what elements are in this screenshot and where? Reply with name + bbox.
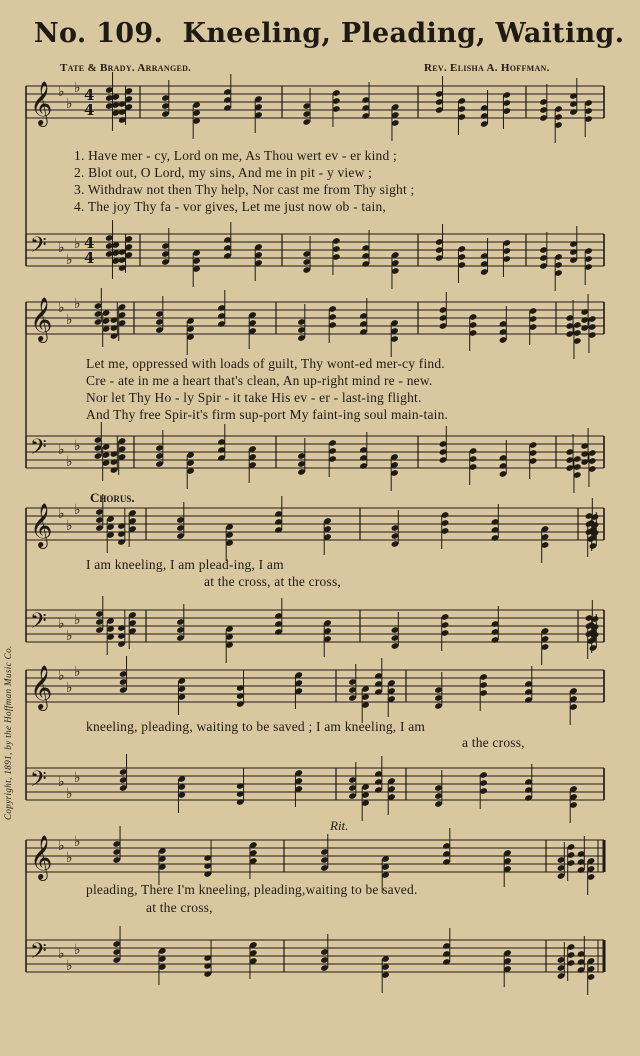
time-signature: 4 xyxy=(84,249,95,267)
flat-sign: ♭ xyxy=(66,312,73,328)
flat-sign: ♭ xyxy=(58,946,65,962)
flat-sign: ♭ xyxy=(66,252,73,268)
chorus-line-1: I am kneeling, I am plead-ing, I am xyxy=(86,557,284,572)
flat-sign: ♭ xyxy=(58,442,65,458)
flat-sign: ♭ xyxy=(66,786,73,802)
flat-sign: ♭ xyxy=(66,958,73,974)
flat-sign: ♭ xyxy=(74,236,81,252)
flat-sign: ♭ xyxy=(66,628,73,644)
verse-2-line-1: 2. Blot out, O Lord, my sins, And me in pit - y view ; xyxy=(74,165,373,180)
flat-sign: ♭ xyxy=(58,84,65,100)
flat-sign: ♭ xyxy=(66,680,73,696)
flat-sign: ♭ xyxy=(74,502,81,518)
flat-sign: ♭ xyxy=(66,850,73,866)
chorus-line-3-bass: at the cross, xyxy=(146,900,213,915)
flat-sign: ♭ xyxy=(66,96,73,112)
verse-3-line-2: Nor let Thy Ho - ly Spir - it take His ev - er - last-ing flight. xyxy=(86,390,422,405)
time-signature: 4 xyxy=(84,101,95,119)
bass-clef: 𝄢 xyxy=(30,767,47,797)
flat-sign: ♭ xyxy=(74,438,81,454)
flat-sign: ♭ xyxy=(74,80,81,96)
verse-3-line-1: 3. Withdraw not then Thy help, Nor cast me from Thy sight ; xyxy=(74,182,415,197)
flat-sign: ♭ xyxy=(74,664,81,680)
flat-sign: ♭ xyxy=(58,506,65,522)
treble-clef: 𝄞 xyxy=(30,503,53,547)
verse-2-line-2: Cre - ate in me a heart that's clean, An up-right mind re - new. xyxy=(86,373,433,388)
chorus-line-1-bass: at the cross, at the cross, xyxy=(204,574,341,589)
flat-sign: ♭ xyxy=(66,454,73,470)
treble-clef: 𝄞 xyxy=(30,297,53,341)
verse-4-line-2: And Thy free Spir-it's firm sup-port My faint-ing soul main-tain. xyxy=(86,407,449,422)
hymn-name: Kneeling, Pleading, Waiting. xyxy=(182,18,625,49)
time-signature: 4 xyxy=(84,86,95,104)
flat-sign: ♭ xyxy=(58,300,65,316)
treble-clef: 𝄞 xyxy=(30,665,53,709)
bass-clef: 𝄢 xyxy=(30,939,47,969)
verse-1-line-2: Let me, oppressed with loads of guilt, Thy wont-ed mer-cy find. xyxy=(86,356,445,371)
composer-credit: Tate & Brady. Arranged. xyxy=(60,62,192,74)
treble-clef: 𝄞 xyxy=(30,835,53,879)
verse-1-line-1: 1. Have mer - cy, Lord on me, As Thou wert ev - er kind ; xyxy=(74,148,397,163)
flat-sign: ♭ xyxy=(74,834,81,850)
chorus-label: Chorus. xyxy=(90,490,135,505)
flat-sign: ♭ xyxy=(58,240,65,256)
chorus-line-2: kneeling, pleading, waiting to be saved ; I am kneeling, I am xyxy=(86,719,426,734)
flat-sign: ♭ xyxy=(74,770,81,786)
verse-4-line-1: 4. The joy Thy fa - vor gives, Let me just now ob - tain, xyxy=(74,199,386,214)
copyright-notice: Copyright, 1891, by the Hoffman Music Co. xyxy=(3,645,13,820)
ritardando-mark: Rit. xyxy=(330,818,349,833)
flat-sign: ♭ xyxy=(58,838,65,854)
author-credit: Rev. Elisha A. Hoffman. xyxy=(424,62,550,74)
flat-sign: ♭ xyxy=(58,774,65,790)
chorus-line-3: pleading, There I'm kneeling, pleading,waiting to be saved. xyxy=(86,882,418,897)
bass-clef: 𝄢 xyxy=(30,233,47,263)
flat-sign: ♭ xyxy=(74,612,81,628)
hymn-number: No. 109. xyxy=(34,18,164,49)
flat-sign: ♭ xyxy=(66,518,73,534)
bass-clef: 𝄢 xyxy=(30,435,47,465)
flat-sign: ♭ xyxy=(74,942,81,958)
time-signature: 4 xyxy=(84,234,95,252)
chorus-line-2-bass: a the cross, xyxy=(462,735,525,750)
flat-sign: ♭ xyxy=(74,296,81,312)
flat-sign: ♭ xyxy=(58,616,65,632)
bass-clef: 𝄢 xyxy=(30,609,47,639)
flat-sign: ♭ xyxy=(58,668,65,684)
treble-clef: 𝄞 xyxy=(30,81,53,125)
